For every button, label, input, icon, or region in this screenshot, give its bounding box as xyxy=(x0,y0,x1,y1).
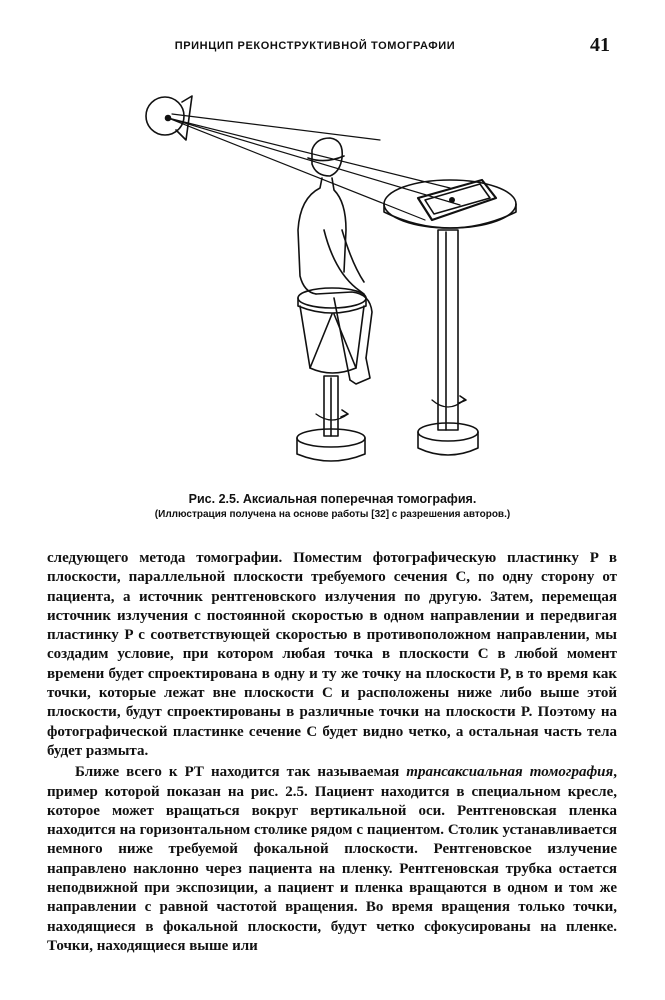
paragraph-1: следующего метода томографии. Поместим фотографическую пластинку P в плоскости, параллельной плоскости требуемого сечения C, по одну сторону от пациента, а источник рентгеновского излучения по другую. Затем, перемещая источник излучения с постоянной скоростью в одном направлении и передвигая пластинку P с соответствующей скоростью в противоположном направлении, мы создадим условие, при котором любая точка в плоскости C в любой момент времени будет спроектирована в одну и ту же точку на плоскости P, в то время как точки, которые лежат вне плоскости C и расположены ниже либо выше этой плоскости, будут спроектированы в различные точки на плоскости P. Поэтому на фотографической пластинке сечение C будет видно четко, а остальная часть тела будет размыта. xyxy=(47,550,617,759)
page-number: 41 xyxy=(590,34,610,56)
figure-axial-tomography xyxy=(120,80,550,480)
figure-caption xyxy=(60,491,605,523)
paragraph-2-rest: , пример которой показан на рис. 2.5. Пациент находится в специальном кресле, которое может вращаться вокруг вертикальной оси. Рентгеновская пленка находится на горизонтальном столике рядом с пациентом. Столик устанавливается немного ниже требуемой фокальной плоскости. Рентгеновское излучение направлено наклонно через пациента на пленку. Рентгеновская трубка остается неподвижной при экспозиции, а пациент и пленка вращаются в одном и том же направлении с равной частотой вращения. Во время вращения только точки, находящиеся в фокальной плоскости, будут четко сфокусированы на пленке. Точки, находящиеся выше или xyxy=(47,764,617,954)
caption-title: Рис. 2.5. Аксиальная поперечная томография. xyxy=(188,492,477,506)
film-table xyxy=(384,180,516,455)
running-head: ПРИНЦИП РЕКОНСТРУКТИВНОЙ ТОМОГРАФИИ xyxy=(174,40,456,52)
paragraph-2 xyxy=(47,763,617,956)
term-transaxial-tomography: трансаксиальная томография xyxy=(406,764,614,781)
paragraph-2-start: Ближе всего к РТ находится так называемая xyxy=(75,764,407,781)
figure-illustration xyxy=(120,80,550,480)
body-text xyxy=(47,549,617,956)
caption-note: (Иллюстрация получена на основе работы [32] с разрешения авторов.) xyxy=(154,509,511,520)
rotating-chair xyxy=(297,288,366,461)
